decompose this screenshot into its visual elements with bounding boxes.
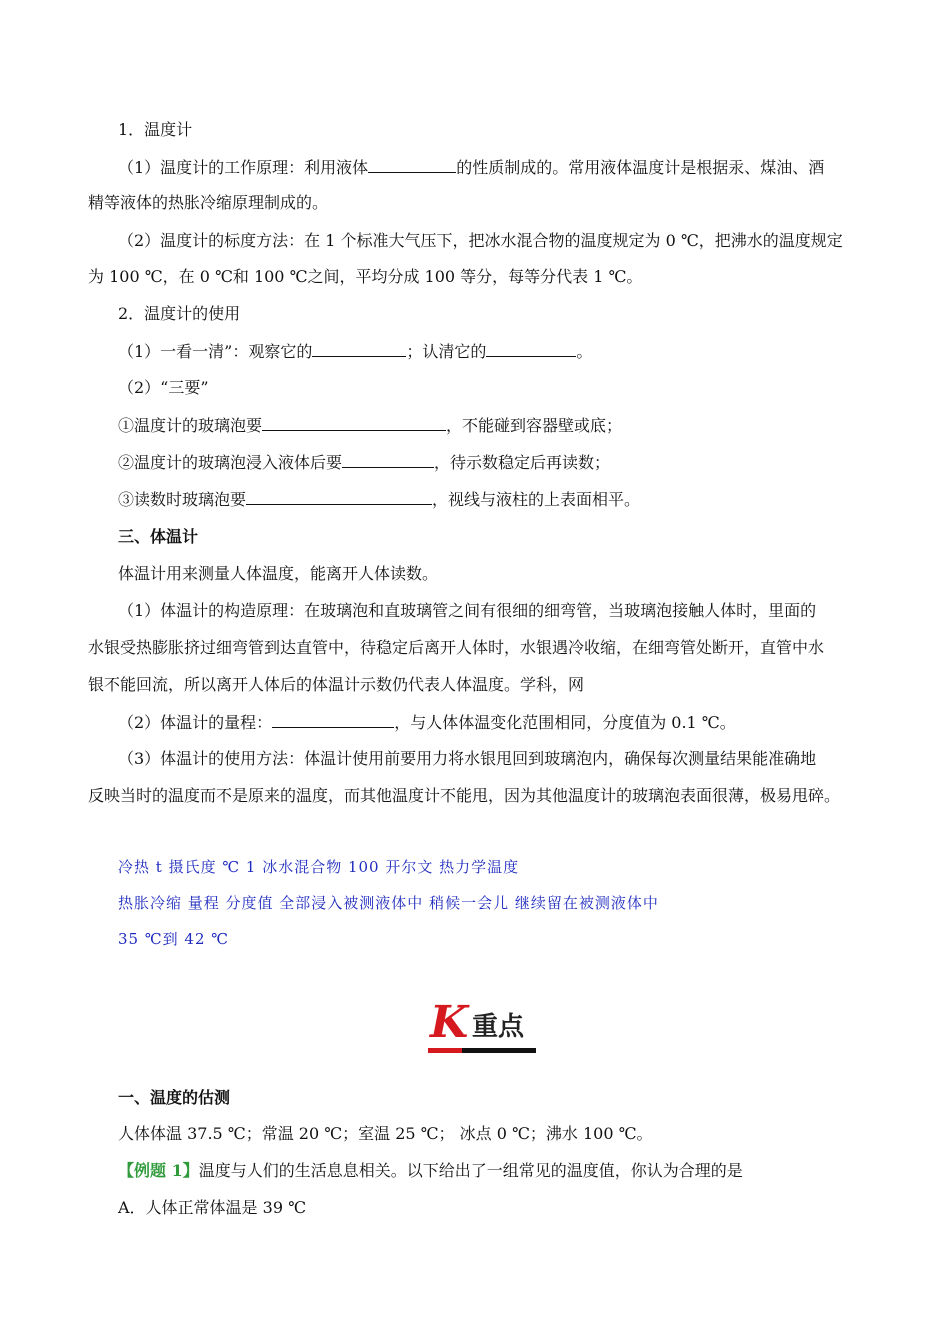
example-tag: 【例题 1】 — [118, 1161, 199, 1180]
logo-underline-accent — [428, 1048, 462, 1053]
paragraph-structure-cont1: 水银受热膨胀挤过细弯管到达直管中，待稳定后离开人体时，水银遇冷收缩，在细弯管处断开，直管中水 — [88, 638, 825, 657]
paragraph-clinical-intro: 体温计用来测量人体温度，能离开人体读数。 — [118, 564, 439, 583]
paragraph-usage-method: （3）体温计的使用方法：体温计使用前要用力将水银甩回到玻璃泡内，确保每次测量结果能准确地 — [118, 749, 817, 768]
text: ；认清它的 — [406, 342, 487, 361]
section-title-estimation: 一、温度的估测 — [118, 1088, 231, 1107]
example-question: 温度与人们的生活息息相关。以下给出了一组常见的温度值，你认为合理的是 — [198, 1161, 743, 1180]
text: ，视线与液柱的上表面相平。 — [432, 490, 641, 509]
fill-blank — [312, 341, 406, 357]
answer-line-2: 热胀冷缩 量程 分度值 全部浸入被测液体中 稍候一会儿 继续留在被测液体中 — [118, 894, 659, 912]
text: 。 — [576, 342, 593, 361]
paragraph-three-musts: （2）“三要” — [118, 378, 209, 397]
option-a: A．人体正常体温是 39 ℃ — [118, 1198, 306, 1217]
fill-blank — [486, 341, 576, 357]
paragraph-structure-cont2: 银不能回流，所以离开人体后的体温计示数仍代表人体温度。学科，网 — [88, 675, 585, 694]
fill-blank — [272, 712, 394, 728]
fill-blank — [342, 452, 434, 468]
text: （2）体温计的量程： — [118, 713, 273, 732]
paragraph-principle-cont: 精等液体的热胀冷缩原理制成的。 — [88, 193, 329, 212]
example-1 — [118, 1161, 743, 1181]
section-title-thermometer: 1．温度计 — [118, 120, 193, 139]
text: （1）一看一清”：观察它的 — [118, 342, 313, 361]
paragraph-range — [118, 712, 736, 733]
text: ①温度计的玻璃泡要 — [118, 416, 263, 435]
paragraph-principle — [118, 157, 824, 178]
text: 的性质制成的。常用液体温度计是根据汞、煤油、酒 — [456, 158, 825, 177]
fill-blank — [246, 489, 432, 505]
text: ③读数时玻璃泡要 — [118, 490, 247, 509]
paragraph-must-1 — [118, 415, 622, 436]
text: ，与人体体温变化范围相同，分度值为 0.1 ℃。 — [394, 713, 736, 732]
paragraph-must-2 — [118, 452, 610, 473]
paragraph-common-temperatures: 人体体温 37.5 ℃；常温 20 ℃；室温 25 ℃； 冰点 0 ℃；沸水 100 ℃。 — [118, 1124, 653, 1143]
answer-line-1: 冷热 t 摄氏度 ℃ 1 冰水混合物 100 开尔文 热力学温度 — [118, 858, 520, 876]
paragraph-structure: （1）体温计的构造原理：在玻璃泡和直玻璃管之间有很细的细弯管，当玻璃泡接触人体时，里面的 — [118, 601, 817, 620]
paragraph-look-check — [118, 341, 592, 362]
text: ②温度计的玻璃泡浸入液体后要 — [118, 453, 343, 472]
section-title-usage: 2．温度计的使用 — [118, 304, 241, 323]
section-title-clinical-thermometer: 三、体温计 — [118, 527, 199, 546]
logo-letter: K — [430, 997, 469, 1048]
paragraph-scale-method-cont: 为 100 ℃，在 0 ℃和 100 ℃之间，平均分成 100 等分，每等分代表 1 ℃。 — [88, 267, 643, 286]
fill-blank — [368, 157, 456, 173]
paragraph-usage-method-cont: 反映当时的温度而不是原来的温度，而其他温度计不能甩，因为其他温度计的玻璃泡表面很薄，极易甩碎。 — [88, 786, 841, 805]
logo-text: 重点 — [472, 1012, 525, 1042]
fill-blank — [262, 415, 446, 431]
text: ，不能碰到容器壁或底； — [446, 416, 623, 435]
text: （1）温度计的工作原理：利用液体 — [118, 158, 369, 177]
answer-line-3: 35 ℃到 42 ℃ — [118, 930, 230, 948]
paragraph-scale-method: （2）温度计的标度方法：在 1 个标准大气压下，把冰水混合物的温度规定为 0 ℃，把沸水的温度规定 — [118, 231, 843, 250]
key-points-logo — [428, 997, 538, 1054]
paragraph-must-3 — [118, 489, 640, 510]
text: ，待示数稳定后再读数； — [434, 453, 611, 472]
